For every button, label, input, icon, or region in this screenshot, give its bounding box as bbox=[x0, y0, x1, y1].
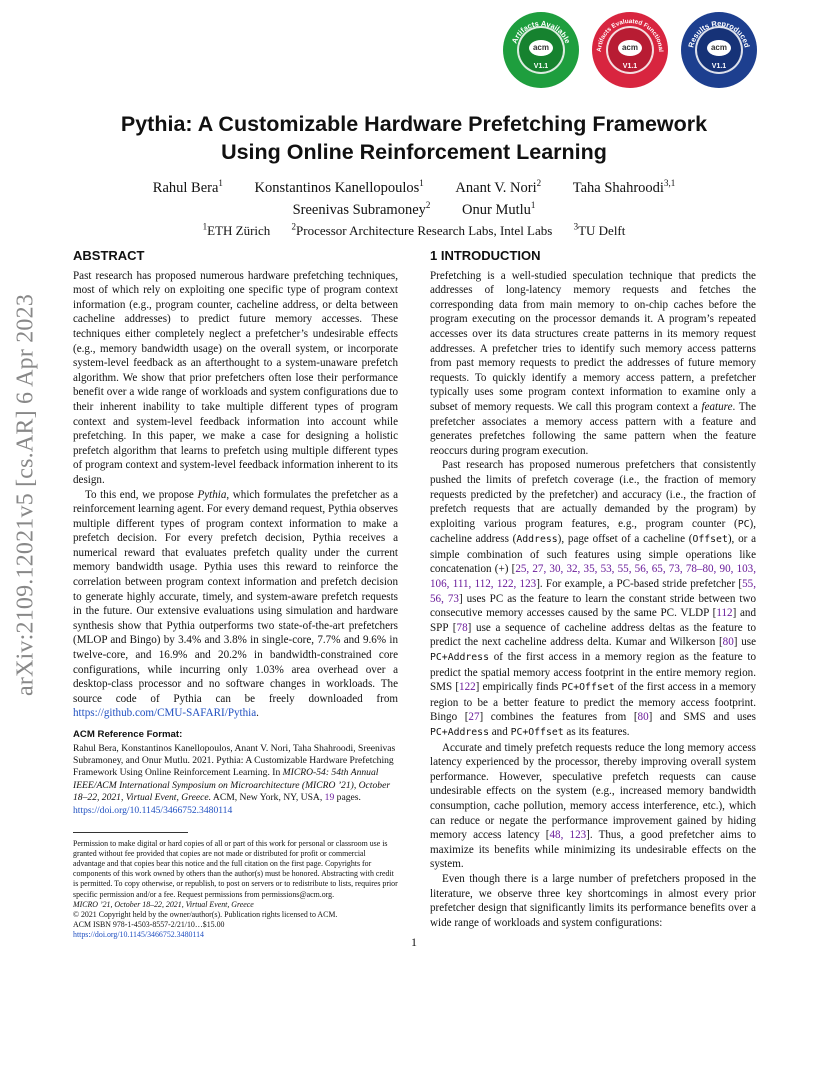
author: Konstantinos Kanellopoulos$^1$ bbox=[254, 178, 424, 196]
acm-logo-icon: acm bbox=[707, 40, 731, 56]
page-number: 1 bbox=[411, 935, 417, 949]
abstract-paragraph: Past research has proposed numerous hardware prefetching techniques, most of which rely on exploiting one specific type of program context information (e.g., program counter, cacheline address, or delta between cacheline addresses) to predict future memory accesses. These techniques either completely neglect a prefetcher’s undesirable effects (e.g., memory bandwidth usage) on the overall system, or incorporate system-level feedback as an afterthought to a system-unaware prefetch algorithm. We show that prior prefetchers often lose their performance benefit over a wide range of workloads and system configurations due to their inherent inability to take multiple different types of program context and system-level feedback information into account while prefetching. In this paper, we make a case for designing a holistic prefetch algorithm that learns to prefetch using multiple different types of program context and system-level feedback information inherent to its design. bbox=[73, 269, 398, 486]
acm-reference-heading: ACM Reference Format: bbox=[73, 729, 183, 740]
left-column bbox=[73, 249, 398, 940]
page-count-link[interactable]: 19 bbox=[324, 792, 335, 804]
citation-link[interactable]: 25, 27, 30, 32, 35, 53, 55, 56, 65, 73, 78–80, 90, 103, 106, 111, 112, 122, 123 bbox=[430, 563, 756, 591]
author: Anant V. Nori$^2$ bbox=[455, 178, 542, 196]
intro-paragraph: Even though there is a large number of prefetchers proposed in the literature, we observe three key shortcomings in almost every prior prefetcher design that significantly limits its performance benefits over a wide range of workloads and system configurations: bbox=[430, 872, 756, 929]
github-link[interactable]: https://github.com/CMU-SAFARI/Pythia bbox=[73, 707, 257, 720]
author: Taha Shahroodi$^{3,1}$ bbox=[572, 178, 676, 196]
paper-title: Pythia: A Customizable Hardware Prefetching Framework Using Online Reinforcement Learning bbox=[120, 112, 708, 164]
author: Sreenivas Subramoney$^2$ bbox=[292, 200, 431, 218]
citation-link[interactable]: 48, 123 bbox=[549, 829, 587, 842]
affiliation: $^2$Processor Architecture Research Labs, Intel Labs bbox=[291, 221, 553, 238]
citation-link[interactable]: 27 bbox=[468, 711, 480, 724]
intro-paragraph: Prefetching is a well-studied speculation technique that predicts the addresses of long-latency memory requests and fetches the corresponding data from main memory to on-chip caches before the program executing on the processor demands it. A program’s repeated accesses over its data structures create patterns in its memory request addresses. A prefetcher tries to identify such memory access patterns from past memory requests to predict the addresses of future memory requests. To quickly identify a memory access pattern, a prefetcher typically uses some program context information to examine only a subset of memory requests. We call this program context a feature. The prefetcher associates a memory access pattern with a feature and generates prefetches following the same pattern when the feature reoccurs during program execution. bbox=[430, 269, 757, 457]
right-column bbox=[430, 249, 756, 930]
footnote-rule bbox=[73, 832, 188, 833]
introduction-heading: 1 INTRODUCTION bbox=[430, 248, 541, 263]
acm-reference-text: Rahul Bera, Konstantinos Kanellopoulos, Anant V. Nori, Taha Shahroodi, Sreenivas Subramoney, and Onur Mutlu. 2021. Pythia: A Customizable Hardware Prefetching Framework Using Online Reinforcement Learning. In MICRO-54: 54th Annual IEEE/ACM International Symposium on Microarchitecture (MICRO ’21), October 18–22, 2021, Virtual Event, Greece. ACM, New York, NY, USA, 19 pages. https://doi.org/10.1145/3466752.3480114 bbox=[73, 742, 396, 816]
abstract-paragraph: To this end, we propose Pythia, which formulates the prefetcher as a reinforcement learning agent. For every demand request, Pythia observes multiple different types of program context information to make a prefetch decision. For every prefetch decision, Pythia receives a numerical reward that evaluates prefetch quality under the current memory bandwidth usage. Pythia uses this reward to reinforce the correlation between program context information and prefetch decision to generate highly accurate, timely, and system-aware prefetch requests in the future. Our extensive evaluations using simulation and hardware synthesis show that Pythia outperforms two state-of-the-art prefetchers (MLOP and Bingo) by 3.4% and 3.8% in single-core, 7.7% and 9.6% in twelve-core, and 16.9% and 20.2% in bandwidth-constrained core configurations, while incurring only 1.03% area overhead over a desktop-class processor and no software changes in workloads. The source code of Pythia can be freely downloaded from https://github.com/CMU-SAFARI/Pythia. bbox=[73, 488, 399, 720]
svg-text:Artifacts Evaluated Functional: Artifacts Evaluated Functional bbox=[595, 17, 665, 53]
doi-link[interactable]: https://doi.org/10.1145/3466752.3480114 bbox=[73, 804, 233, 816]
acm-logo-icon: acm bbox=[618, 40, 642, 56]
citation-link[interactable]: 112 bbox=[716, 607, 733, 620]
svg-text:Artifacts Available: Artifacts Available bbox=[509, 18, 573, 45]
svg-text:Results Reproduced: Results Reproduced bbox=[686, 18, 752, 49]
intro-paragraph: Accurate and timely prefetch requests reduce the long memory access latency experienced by the processor, thereby improving overall system performance. However, speculative prefetch requests can cause undesirable effects on the system (e.g., increased memory bandwidth consumption, cache pollution, memory access interference, etc.), which can reduce or negate the performance improvement gained by hiding memory access latency [48, 123]. Thus, a good prefetcher aims to maximize its benefits while minimizing its undesirable effects on the system. bbox=[430, 741, 756, 871]
citation-link[interactable]: 80 bbox=[637, 711, 649, 724]
affiliation: $^3$TU Delft bbox=[573, 221, 626, 238]
author-list bbox=[0, 177, 828, 221]
badge-arc-text bbox=[681, 12, 757, 88]
badge-artifacts-available bbox=[503, 12, 579, 88]
citation-link[interactable]: 80 bbox=[722, 636, 734, 649]
badge-version: V1.1 bbox=[711, 63, 727, 70]
abstract-heading: ABSTRACT bbox=[73, 248, 145, 263]
intro-paragraph: Past research has proposed numerous prefetchers that consistently pushed the limits of prefetch coverage (i.e., the fraction of memory requests predicted by the prefetcher) and accuracy (i.e., the fraction of prefetch requests that are actually demanded by the program) by exploiting various program features, e.g., program counter (PC), cacheline address (Address), page offset of a cacheline (Offset), or a simple combination of such features using simple operations like concatenation (+) [25, 27, 30, 32, 35, 53, 55, 56, 65, 73, 78–80, 90, 103, 106, 111, 112, 122, 123]. For example, a PC-based stride prefetcher [55, 56, 73] uses PC as the feature to learn the constant stride between two consecutive memory accesses caused by the same PC. VLDP [112] and SPP [78] use a sequence of cacheline address deltas as the feature to predict the next cacheline address delta. Kumar and Wilkerson [80] use PC+Address of the first access in a memory region as the feature to predict the spatial memory access footprint in the entire memory region. SMS [122] empirically finds PC+Offset of the first access in a memory region to be a better feature to predict the memory access footprint. Bingo [27] combines the features from [80] and SMS and uses PC+Address and PC+Offset as its features. bbox=[430, 459, 757, 738]
affiliations bbox=[0, 223, 828, 239]
citation-link[interactable]: 122 bbox=[459, 681, 476, 694]
badge-version: V1.1 bbox=[533, 63, 549, 70]
author: Rahul Bera$^1$ bbox=[152, 178, 223, 196]
badge-arc-text bbox=[503, 12, 579, 88]
badge-arc-text bbox=[592, 12, 668, 88]
badge-artifacts-evaluated bbox=[592, 12, 668, 88]
affiliation: $^1$ETH Zürich bbox=[202, 221, 271, 238]
arxiv-identifier: arXiv:2109.12021v5 [cs.AR] 6 Apr 2023 bbox=[12, 293, 39, 697]
badge-results-reproduced bbox=[681, 12, 757, 88]
permission-notice: Permission to make digital or hard copies of all or part of this work for personal or classroom use is granted without fee provided that copies are not made or distributed for profit or commercial advantage and that copies bear this notice and the full citation on the first page. Copyrights for components of this work owned by others than the author(s) must be honored. Abstracting with credit is permitted. To copy otherwise, or republish, to post on servers or to redistribute to lists, requires prior specific permission and/or a fee. Request permissions from permissions@acm.org. MICRO ’21, October 18–22, 2021, Virtual Event, Greece © 2021 Copyright held by the owner/author(s). Publication rights licensed to ACM. ACM ISBN 978-1-4503-8557-2/21/10…$15.00 https://doi.org/10.1145/3466752.3480114 bbox=[73, 839, 398, 939]
doi-link[interactable]: https://doi.org/10.1145/3466752.3480114 bbox=[73, 929, 205, 939]
badge-version: V1.1 bbox=[622, 63, 638, 70]
citation-link[interactable]: 55, 56, 73 bbox=[430, 578, 756, 605]
acm-logo-icon: acm bbox=[529, 40, 553, 56]
citation-link[interactable]: 78 bbox=[456, 621, 468, 634]
author: Onur Mutlu$^1$ bbox=[462, 200, 536, 218]
